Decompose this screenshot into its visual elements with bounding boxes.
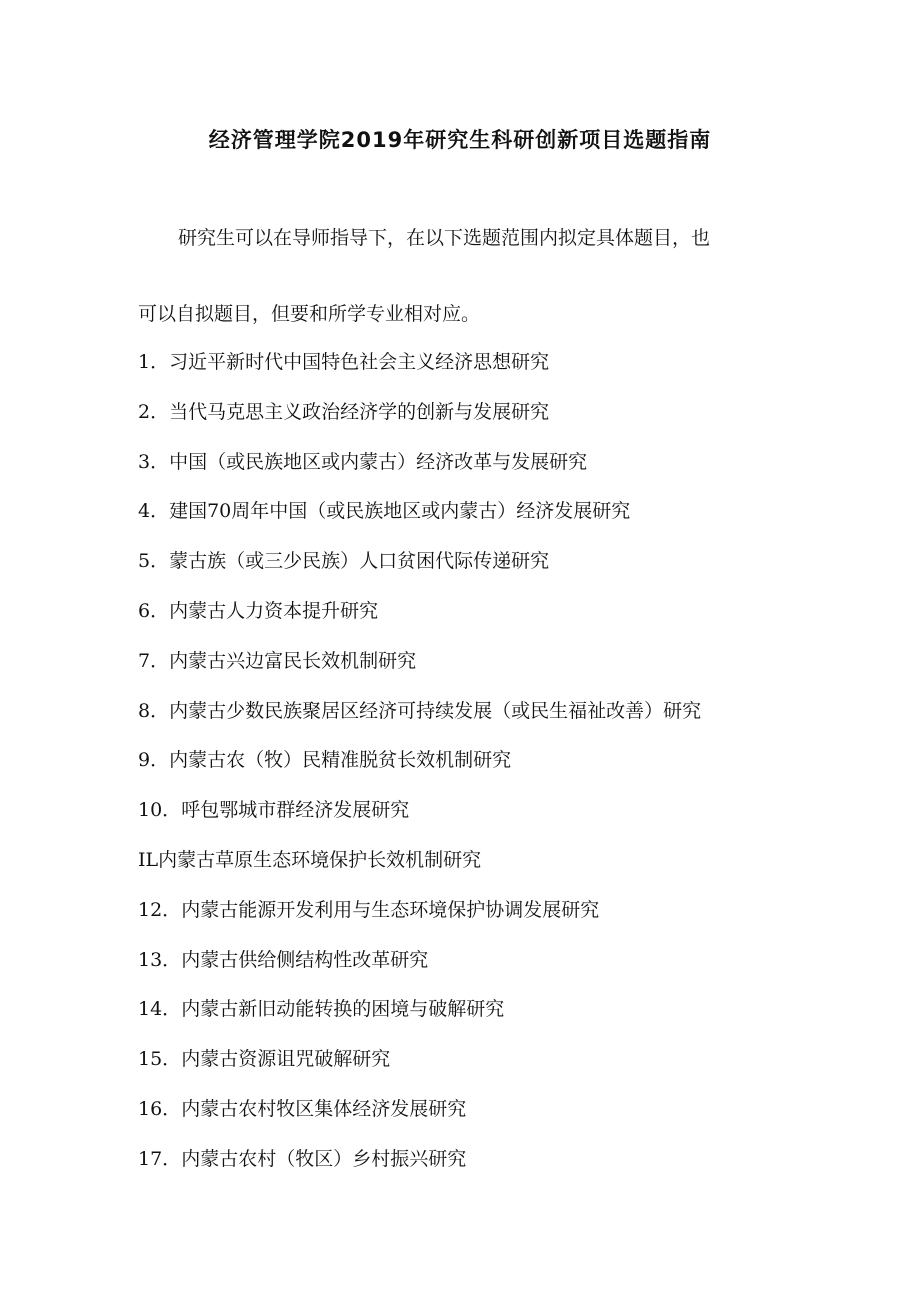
intro-paragraph-line-1: 研究生可以在导师指导下，在以下选题范围内拟定具体题目，也 <box>178 227 711 249</box>
item-text: 内蒙古农（牧）民精准脱贫长效机制研究 <box>169 749 512 772</box>
item-text: 建国70周年中国（或民族地区或内蒙古）经济发展研究 <box>169 500 631 523</box>
list-item <box>138 744 838 794</box>
item-number: 4． <box>138 500 170 523</box>
list-item <box>138 993 838 1043</box>
item-number: 6． <box>138 599 170 622</box>
topic-list <box>138 346 838 1193</box>
item-number: 3． <box>138 450 170 473</box>
item-text: 当代马克思主义政治经济学的创新与发展研究 <box>169 400 550 423</box>
list-item <box>138 1143 838 1193</box>
item-number: 2． <box>138 400 170 423</box>
intro-paragraph-line-2: 可以自拟题目，但要和所学专业相对应。 <box>138 303 481 325</box>
item-text: 内蒙古能源开发利用与生态环境保护协调发展研究 <box>181 898 600 921</box>
list-item <box>138 1093 838 1143</box>
item-text: 内蒙古供给侧结构性改革研究 <box>181 948 429 971</box>
item-text: 内蒙古资源诅咒破解研究 <box>181 1048 391 1071</box>
item-number: 5． <box>138 550 170 573</box>
item-number: 9． <box>138 749 170 772</box>
item-text: 内蒙古兴边富民长效机制研究 <box>169 649 417 672</box>
item-number: 8． <box>138 699 170 722</box>
list-item <box>138 1043 838 1093</box>
item-number: IL <box>138 848 159 871</box>
list-item <box>138 495 838 545</box>
list-item <box>138 844 838 894</box>
item-number: 10． <box>138 799 182 822</box>
list-item <box>138 346 838 396</box>
item-text: 内蒙古新旧动能转换的困境与破解研究 <box>181 998 505 1021</box>
item-text: 内蒙古草原生态环境保护长效机制研究 <box>158 848 482 871</box>
item-number: 15． <box>138 1048 182 1071</box>
list-item <box>138 894 838 944</box>
item-text: 内蒙古农村牧区集体经济发展研究 <box>181 1097 467 1120</box>
list-item <box>138 794 838 844</box>
list-item <box>138 545 838 595</box>
list-item <box>138 446 838 496</box>
item-number: 14． <box>138 998 182 1021</box>
list-item <box>138 645 838 695</box>
item-text: 内蒙古农村（牧区）乡村振兴研究 <box>181 1147 467 1170</box>
item-text: 中国（或民族地区或内蒙古）经济改革与发展研究 <box>169 450 588 473</box>
item-number: 1． <box>138 351 170 373</box>
item-text: 内蒙古人力资本提升研究 <box>169 599 379 622</box>
list-item <box>138 944 838 994</box>
item-text: 习近平新时代中国特色社会主义经济思想研究 <box>169 351 550 373</box>
item-number: 7． <box>138 649 170 672</box>
item-text: 呼包鄂城市群经济发展研究 <box>181 799 410 822</box>
item-number: 17． <box>138 1147 182 1170</box>
item-number: 16． <box>138 1097 182 1120</box>
list-item <box>138 396 838 446</box>
item-text: 内蒙古少数民族聚居区经济可持续发展（或民生福祉改善）研究 <box>169 699 702 722</box>
list-item <box>138 595 838 645</box>
item-number: 13． <box>138 948 182 971</box>
item-number: 12． <box>138 898 182 921</box>
item-text: 蒙古族（或三少民族）人口贫困代际传递研究 <box>169 550 550 573</box>
list-item <box>138 695 838 745</box>
page-title: 经济管理学院2019年研究生科研创新项目选题指南 <box>208 128 712 152</box>
